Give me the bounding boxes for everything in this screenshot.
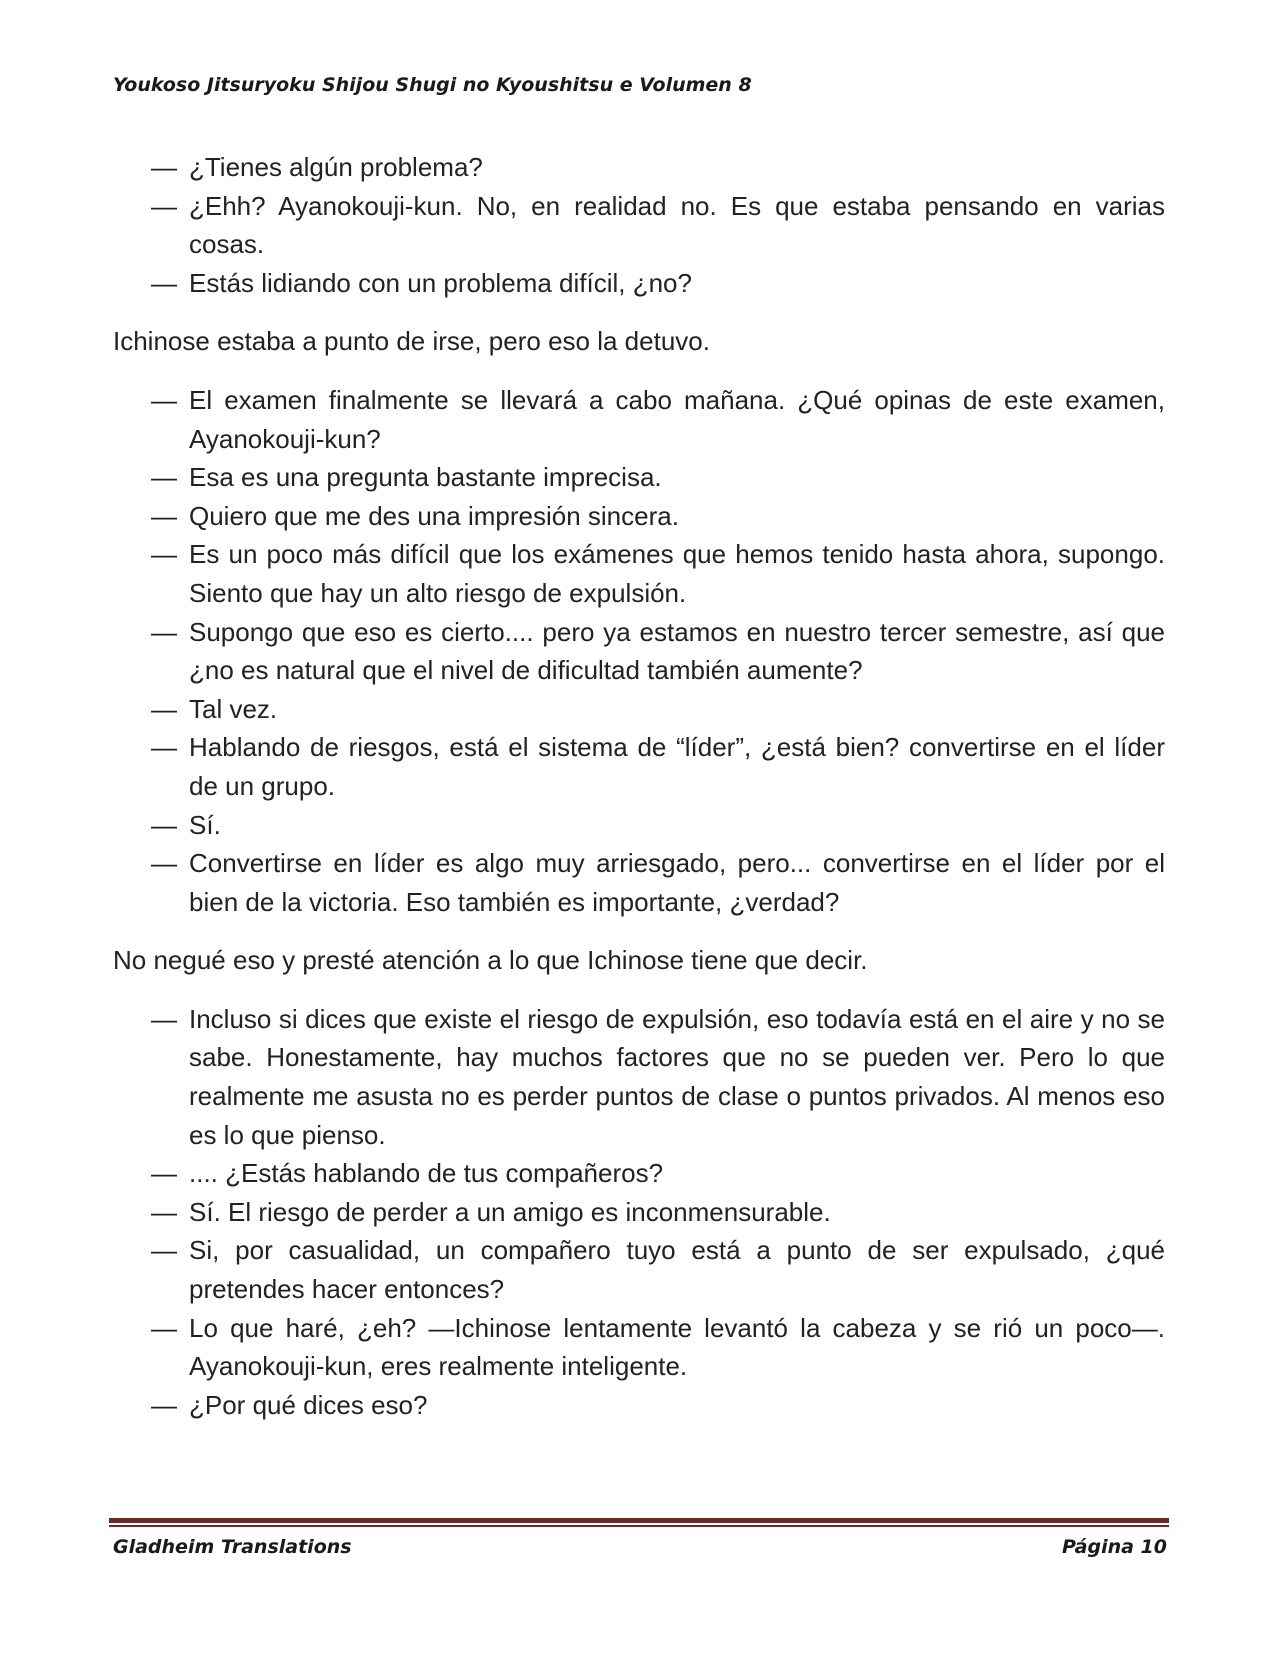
dialogue-block-2: [113, 381, 1165, 921]
dialogue-dash: —: [151, 1312, 177, 1343]
dialogue-dash: —: [151, 267, 177, 298]
dialogue-dash: —: [151, 384, 177, 415]
footer-publisher: Gladheim Translations: [113, 1536, 352, 1558]
dialogue-line: — Convertirse en líder es algo muy arriesgado, pero... convertirse en el líder por el bien de la victoria. Eso también es importante, ¿verdad?: [113, 844, 1165, 921]
dialogue-line: — Tal vez.: [113, 690, 1165, 729]
narration-paragraph: No negué eso y presté atención a lo que Ichinose tiene que decir.: [113, 945, 868, 976]
dialogue-line: — Es un poco más difícil que los exámenes que hemos tenido hasta ahora, supongo. Siento que hay un alto riesgo de expulsión.: [113, 535, 1165, 612]
dialogue-line: — Incluso si dices que existe el riesgo de expulsión, eso todavía está en el aire y no se sabe. Honestamente, hay muchos factores que no se pueden ver. Pero lo que realmente me asusta no es perder puntos de clase o puntos privados. Al menos eso es lo que pienso.: [113, 1000, 1165, 1154]
dialogue-dash: —: [151, 1235, 177, 1266]
dialogue-line: — El examen finalmente se llevará a cabo mañana. ¿Qué opinas de este examen, Ayanokouji-kun?: [113, 381, 1165, 458]
dialogue-dash: —: [151, 539, 177, 570]
dialogue-line: — Supongo que eso es cierto.... pero ya estamos en nuestro tercer semestre, así que ¿no es natural que el nivel de dificultad también aumente?: [113, 613, 1165, 690]
dialogue-line: — Lo que haré, ¿eh? —Ichinose lentamente levantó la cabeza y se rió un poco—. Ayanokouji-kun, eres realmente inteligente.: [113, 1309, 1165, 1386]
footer-page-number: Página 10: [1061, 1536, 1167, 1558]
dialogue-dash: —: [151, 462, 177, 493]
page-body: [113, 148, 1165, 1424]
dialogue-dash: —: [151, 1196, 177, 1227]
footer-divider-thin: [109, 1525, 1169, 1527]
dialogue-dash: —: [151, 500, 177, 531]
dialogue-line: — ¿Por qué dices eso?: [113, 1386, 1165, 1425]
dialogue-line: — .... ¿Estás hablando de tus compañeros?: [113, 1154, 1165, 1193]
dialogue-dash: —: [151, 152, 177, 182]
dialogue-block-3: [113, 1000, 1165, 1425]
dialogue-dash: —: [151, 1158, 177, 1189]
dialogue-dash: —: [151, 1003, 177, 1034]
dialogue-dash: —: [151, 190, 177, 221]
narration-paragraph: Ichinose estaba a punto de irse, pero eso la detuvo.: [113, 326, 710, 357]
dialogue-line: — Sí. El riesgo de perder a un amigo es inconmensurable.: [113, 1193, 1165, 1232]
dialogue-dash: —: [151, 1389, 177, 1420]
dialogue-line: — ¿Ehh? Ayanokouji-kun. No, en realidad no. Es que estaba pensando en varias cosas.: [113, 187, 1165, 264]
dialogue-line: — ¿Tienes algún problema?: [113, 148, 1165, 187]
dialogue-dash: —: [151, 809, 177, 840]
dialogue-dash: —: [151, 848, 177, 879]
footer-divider: [109, 1518, 1169, 1523]
page-header-title: Youkoso Jitsuryoku Shijou Shugi no Kyoushitsu e Volumen 8: [113, 74, 752, 96]
dialogue-line: — Esa es una pregunta bastante imprecisa.: [113, 458, 1165, 497]
dialogue-block-1: [113, 148, 1165, 302]
dialogue-line: — Sí.: [113, 806, 1165, 845]
dialogue-line: — Quiero que me des una impresión sincera.: [113, 497, 1165, 536]
dialogue-dash: —: [151, 616, 177, 647]
dialogue-line: — Estás lidiando con un problema difícil, ¿no?: [113, 264, 1165, 303]
dialogue-line: — Hablando de riesgos, está el sistema de “líder”, ¿está bien? convertirse en el líder de un grupo.: [113, 728, 1165, 805]
dialogue-dash: —: [151, 693, 177, 724]
dialogue-line: — Si, por casualidad, un compañero tuyo está a punto de ser expulsado, ¿qué pretendes hacer entonces?: [113, 1231, 1165, 1308]
dialogue-dash: —: [151, 732, 177, 763]
